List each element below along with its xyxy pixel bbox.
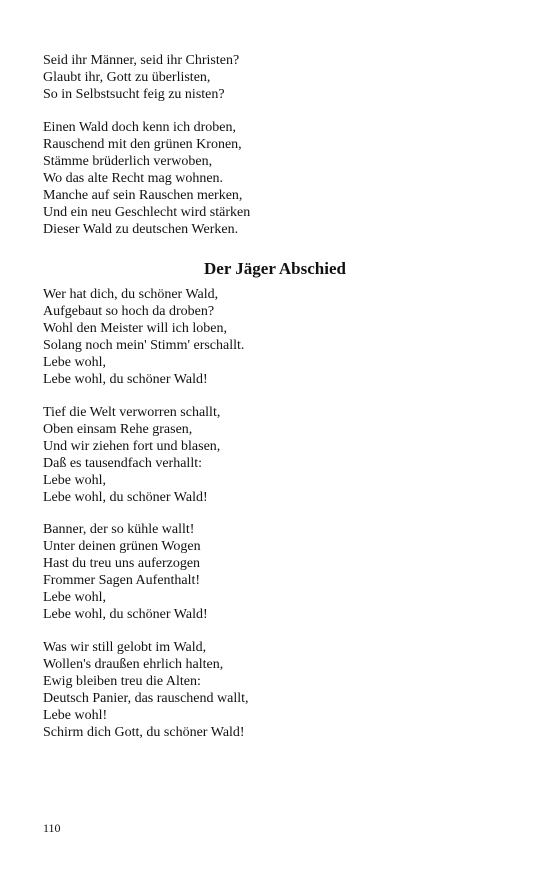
verse-line: Lebe wohl, <box>43 355 106 370</box>
verse-line: Daß es tausendfach verhallt: <box>43 456 202 471</box>
verse-line: Unter deinen grünen Wogen <box>43 539 201 554</box>
verse-line: Und wir ziehen fort und blasen, <box>43 439 221 454</box>
verse-line: Einen Wald doch kenn ich droben, <box>43 120 237 135</box>
verse-line: Seid ihr Männer, seid ihr Christen? <box>43 53 240 68</box>
verse-line: Glaubt ihr, Gott zu überlisten, <box>43 70 211 85</box>
intro-stanza-2 <box>43 119 513 238</box>
verse-line: Lebe wohl, du schöner Wald! <box>43 490 208 505</box>
verse-line: Wollen's draußen ehrlich halten, <box>43 657 224 672</box>
verse-line: Lebe wohl, du schöner Wald! <box>43 607 208 622</box>
verse-line: Tief die Welt verworren schallt, <box>43 405 221 420</box>
verse-line: Und ein neu Geschlecht wird stärken <box>43 205 251 220</box>
verse-line: Banner, der so kühle wallt! <box>43 522 195 537</box>
verse-line: Lebe wohl! <box>43 708 108 723</box>
verse-line: Manche auf sein Rauschen merken, <box>43 188 243 203</box>
poem-stanza-1 <box>43 286 513 388</box>
verse-line: So in Selbstsucht feig zu nisten? <box>43 87 225 102</box>
verse-line: Wo das alte Recht mag wohnen. <box>43 171 224 186</box>
verse-line: Schirm dich Gott, du schöner Wald! <box>43 725 245 740</box>
verse-line: Deutsch Panier, das rauschend wallt, <box>43 691 249 706</box>
verse-line: Lebe wohl, du schöner Wald! <box>43 372 208 387</box>
verse-line: Frommer Sagen Aufenthalt! <box>43 573 201 588</box>
verse-line: Was wir still gelobt im Wald, <box>43 640 207 655</box>
verse-line: Wohl den Meister will ich loben, <box>43 321 227 336</box>
verse-line: Rauschend mit den grünen Kronen, <box>43 137 242 152</box>
verse-line: Solang noch mein' Stimm' erschallt. <box>43 338 245 353</box>
verse-line: Lebe wohl, <box>43 473 106 488</box>
poem-stanza-4 <box>43 639 513 741</box>
verse-line: Stämme brüderlich verwoben, <box>43 154 213 169</box>
verse-line: Oben einsam Rehe grasen, <box>43 422 193 437</box>
verse-line: Lebe wohl, <box>43 590 106 605</box>
verse-line: Hast du treu uns auferzogen <box>43 556 201 571</box>
verse-line: Wer hat dich, du schöner Wald, <box>43 287 219 302</box>
verse-line: Ewig bleiben treu die Alten: <box>43 674 201 689</box>
verse-line: Dieser Wald zu deutschen Werken. <box>43 222 239 237</box>
verse-line: Aufgebaut so hoch da droben? <box>43 304 215 319</box>
intro-stanza-1 <box>43 52 513 103</box>
poem-stanza-3 <box>43 521 513 623</box>
poem-stanza-2 <box>43 404 513 506</box>
page-number: 110 <box>43 821 61 835</box>
poem-title: Der Jäger Abschied <box>204 259 346 278</box>
